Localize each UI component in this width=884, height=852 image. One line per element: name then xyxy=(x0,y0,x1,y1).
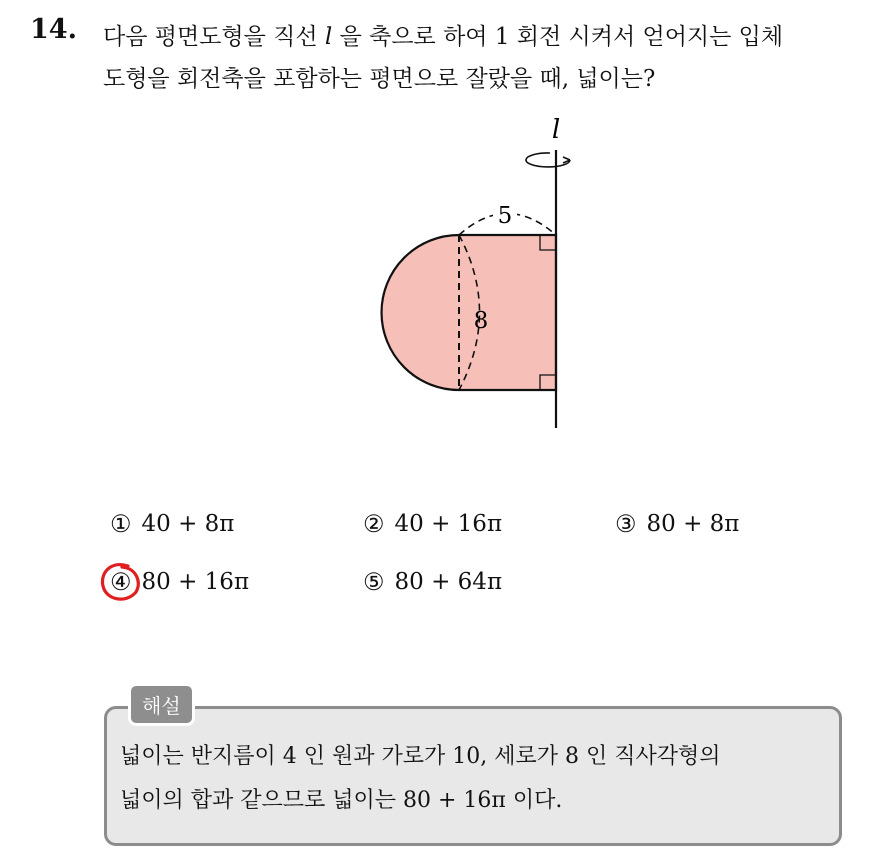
question-line-2: 도형을 회전축을 포함하는 평면으로 잘랐을 때, 넓이는? xyxy=(103,66,656,92)
choice-1-value: 40 + 8π xyxy=(141,511,235,537)
question-text xyxy=(103,16,873,100)
choice-4-mark: ④ xyxy=(110,568,132,596)
choice-2[interactable] xyxy=(363,510,502,538)
choice-4-value: 80 + 16π xyxy=(141,569,250,595)
question-line-1-pre: 다음 평면도형을 직선 xyxy=(103,24,325,50)
choice-1-mark: ① xyxy=(110,510,132,538)
choice-3-value: 80 + 8π xyxy=(646,511,740,537)
question-number: 14. xyxy=(30,14,77,45)
solution-label: 해설 xyxy=(128,683,195,726)
choice-4[interactable] xyxy=(110,568,249,596)
choice-3[interactable] xyxy=(615,510,739,538)
choice-3-mark: ③ xyxy=(615,510,637,538)
choice-2-mark: ② xyxy=(363,510,385,538)
choice-5-mark: ⑤ xyxy=(363,568,385,596)
width-label: 5 xyxy=(497,203,513,229)
solution-text xyxy=(120,735,830,823)
solution-line-2: 넓이의 합과 같으므로 넓이는 80 + 16π 이다. xyxy=(120,788,563,813)
choice-2-value: 40 + 16π xyxy=(394,511,503,537)
question-line-1 xyxy=(103,16,873,58)
height-label: 8 xyxy=(473,308,489,334)
axis-variable: l xyxy=(324,24,333,50)
axis-label: l xyxy=(551,115,561,145)
rotation-arrow-icon xyxy=(526,153,570,167)
solution-line-1: 넓이는 반지름이 4 인 원과 가로가 10, 세로가 8 인 직사각형의 xyxy=(120,744,721,769)
geometry-figure xyxy=(370,110,610,440)
question-line-1-post: 을 축으로 하여 1 회전 시켜서 얻어지는 입체 xyxy=(332,24,784,50)
selected-circle-icon xyxy=(98,560,142,604)
choice-5[interactable] xyxy=(363,568,502,596)
choice-5-value: 80 + 64π xyxy=(394,569,503,595)
choice-1[interactable] xyxy=(110,510,234,538)
